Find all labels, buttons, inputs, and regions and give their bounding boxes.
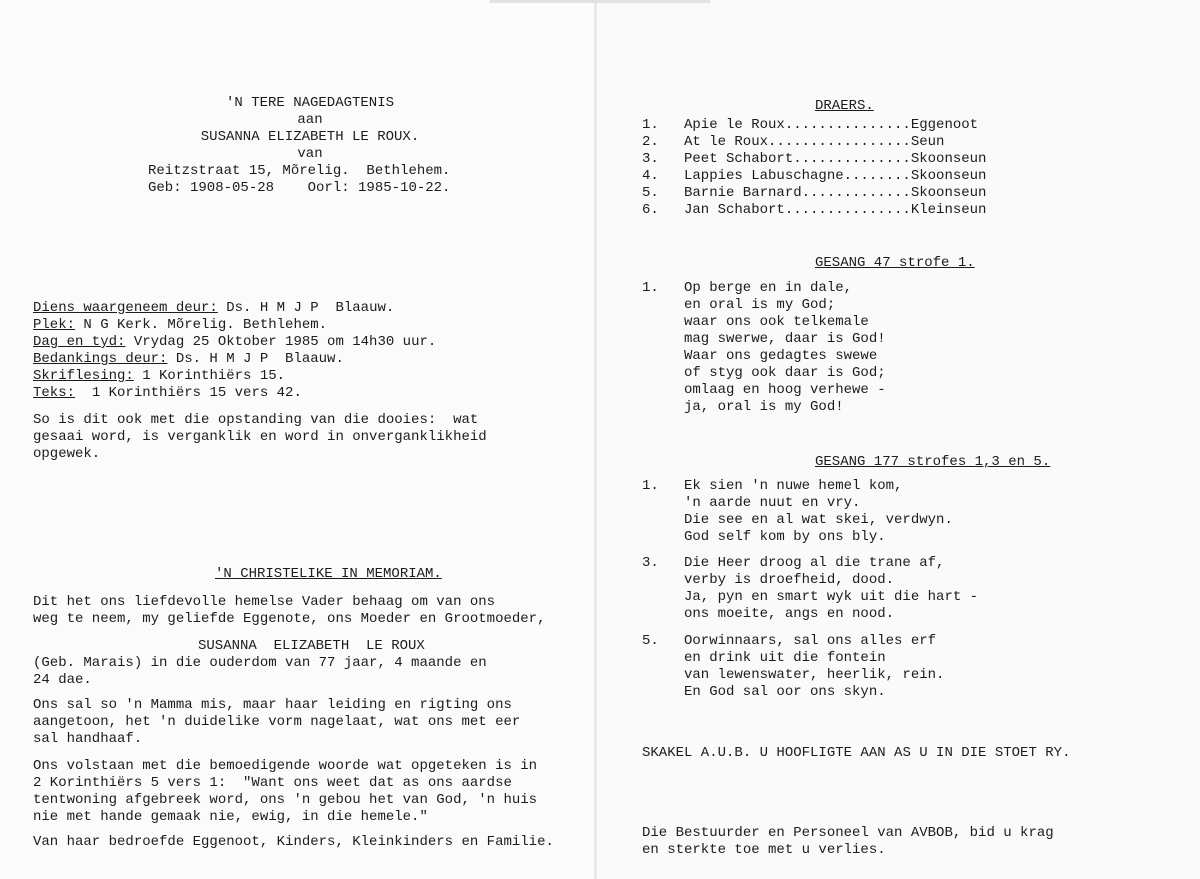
hymn-line: Ek sien 'n nuwe hemel kom, xyxy=(684,478,903,494)
memoriam-line: nie met hande gemaak nie, ewig, in die hemele." xyxy=(33,809,428,825)
service-value: Vrydag 25 Oktober 1985 om 14h30 uur. xyxy=(125,334,437,350)
hymn-line: ons moeite, angs en nood. xyxy=(684,606,895,622)
service-row xyxy=(33,351,344,368)
hymn-line: God self kom by ons bly. xyxy=(684,529,886,545)
memoriam-line: 24 dae. xyxy=(33,672,92,688)
stanza-number: 3. xyxy=(642,555,659,571)
draer-entry: Lappies Labuschagne........Skoonseun xyxy=(684,168,987,184)
hymn-line: en drink uit die fontein xyxy=(684,650,886,666)
service-value: 1 Korinthiërs 15 vers 42. xyxy=(75,385,302,401)
hymn-line: Oorwinnaars, sal ons alles erf xyxy=(684,633,937,649)
header-van: van xyxy=(297,146,323,162)
memoriam-line: weg te neem, my geliefde Eggenote, ons Moeder en Grootmoeder, xyxy=(33,611,546,627)
memoriam-name: SUSANNA ELIZABETH LE ROUX xyxy=(198,638,425,654)
headlights-notice: SKAKEL A.U.B. U HOOFLIGTE AAN AS U IN DIE STOET RY. xyxy=(642,745,1071,761)
service-label: Plek: xyxy=(33,317,76,333)
memoriam-line: aangetoon, het 'n duidelike vorm nagelaat, wat ons met eer xyxy=(33,714,521,730)
stanza-number: 5. xyxy=(642,633,659,649)
service-label: Dag en tyd: xyxy=(33,334,126,350)
service-label: Skriflesing: xyxy=(33,368,134,384)
draer-number: 1. xyxy=(642,117,659,133)
header-dates: Geb: 1908-05-28 Oorl: 1985-10-22. xyxy=(148,180,451,196)
hymn-line: verby is droefheid, dood. xyxy=(684,572,895,588)
hymn-line: Waar ons gedagtes swewe xyxy=(684,348,878,364)
hymn-line: mag swerwe, daar is God! xyxy=(684,331,886,347)
gesang-177-heading: GESANG 177 strofes 1,3 en 5. xyxy=(815,454,1051,470)
stanza-number: 1. xyxy=(642,280,659,296)
page-fold xyxy=(594,0,597,879)
service-row xyxy=(33,317,327,334)
service-value: Ds. H M J P Blaauw. xyxy=(167,351,344,367)
memoriam-line: tentwoning afgebreek word, ons 'n gebou het van God, 'n huis xyxy=(33,792,538,808)
draer-number: 3. xyxy=(642,151,659,167)
service-row xyxy=(33,300,394,317)
draer-entry: Peet Schabort..............Skoonseun xyxy=(684,151,987,167)
hymn-line: En God sal oor ons skyn. xyxy=(684,684,886,700)
gesang-47-heading: GESANG 47 strofe 1. xyxy=(815,255,975,271)
memoriam-line: Ons volstaan met die bemoedigende woorde wat opgeteken is in xyxy=(33,758,538,774)
draer-number: 6. xyxy=(642,202,659,218)
stanza-number: 1. xyxy=(642,478,659,494)
header-aan: aan xyxy=(297,112,323,128)
hymn-line: en oral is my God; xyxy=(684,297,836,313)
draer-number: 4. xyxy=(642,168,659,184)
hymn-line: van lewenswater, heerlik, rein. xyxy=(684,667,945,683)
hymn-line: Die Heer droog al die trane af, xyxy=(684,555,945,571)
service-row xyxy=(33,368,285,385)
verse-line: opgewek. xyxy=(33,446,101,462)
service-label: Diens waargeneem deur: xyxy=(33,300,218,316)
service-value: N G Kerk. Mõrelig. Bethlehem. xyxy=(75,317,328,333)
draers-heading: DRAERS. xyxy=(815,98,874,114)
closing-line: en sterkte toe met u verlies. xyxy=(642,842,886,858)
hymn-line: Ja, pyn en smart wyk uit die hart - xyxy=(684,589,979,605)
hymn-line: of styg ook daar is God; xyxy=(684,365,886,381)
hymn-line: Die see en al wat skei, verdwyn. xyxy=(684,512,953,528)
verse-line: gesaai word, is verganklik en word in onverganklikheid xyxy=(33,429,487,445)
header-name: SUSANNA ELIZABETH LE ROUX. xyxy=(200,129,420,145)
draer-entry: Apie le Roux...............Eggenoot xyxy=(684,117,979,133)
hymn-line: waar ons ook telkemale xyxy=(684,314,869,330)
service-label: Bedankings deur: xyxy=(33,351,168,367)
verse-line: So is dit ook met die opstanding van die dooies: wat xyxy=(33,412,479,428)
memoriam-signoff: Van haar bedroefde Eggenoot, Kinders, Kleinkinders en Familie. xyxy=(33,834,554,850)
hymn-line: Op berge en in dale, xyxy=(684,280,853,296)
service-label: Teks: xyxy=(33,385,76,401)
memoriam-line: Ons sal so 'n Mamma mis, maar haar leiding en rigting ons xyxy=(33,697,512,713)
memoriam-line: Dit het ons liefdevolle hemelse Vader behaag om van ons xyxy=(33,594,496,610)
scan-edge xyxy=(490,0,710,3)
memoriam-line: sal handhaaf. xyxy=(33,731,143,747)
header-address: Reitzstraat 15, Mõrelig. Bethlehem. xyxy=(148,163,451,179)
service-value: 1 Korinthiërs 15. xyxy=(133,368,286,384)
draer-entry: Jan Schabort...............Kleinseun xyxy=(684,202,987,218)
hymn-line: omlaag en hoog verhewe - xyxy=(684,382,886,398)
draer-entry: At le Roux.................Seun xyxy=(684,134,945,150)
draer-number: 5. xyxy=(642,185,659,201)
draer-number: 2. xyxy=(642,134,659,150)
closing-line: Die Bestuurder en Personeel van AVBOB, bid u krag xyxy=(642,825,1054,841)
hymn-line: 'n aarde nuut en vry. xyxy=(684,495,861,511)
service-value: Ds. H M J P Blaauw. xyxy=(217,300,395,316)
service-row xyxy=(33,385,302,402)
draer-entry: Barnie Barnard.............Skoonseun xyxy=(684,185,987,201)
header-title: 'N TERE NAGEDAGTENIS xyxy=(225,95,395,111)
memoriam-line: (Geb. Marais) in die ouderdom van 77 jaar, 4 maande en xyxy=(33,655,487,671)
hymn-line: ja, oral is my God! xyxy=(684,399,844,415)
memoriam-line: 2 Korinthiërs 5 vers 1: "Want ons weet dat as ons aardse xyxy=(33,775,512,791)
service-row xyxy=(33,334,436,351)
memoriam-heading: 'N CHRISTELIKE IN MEMORIAM. xyxy=(215,566,442,582)
